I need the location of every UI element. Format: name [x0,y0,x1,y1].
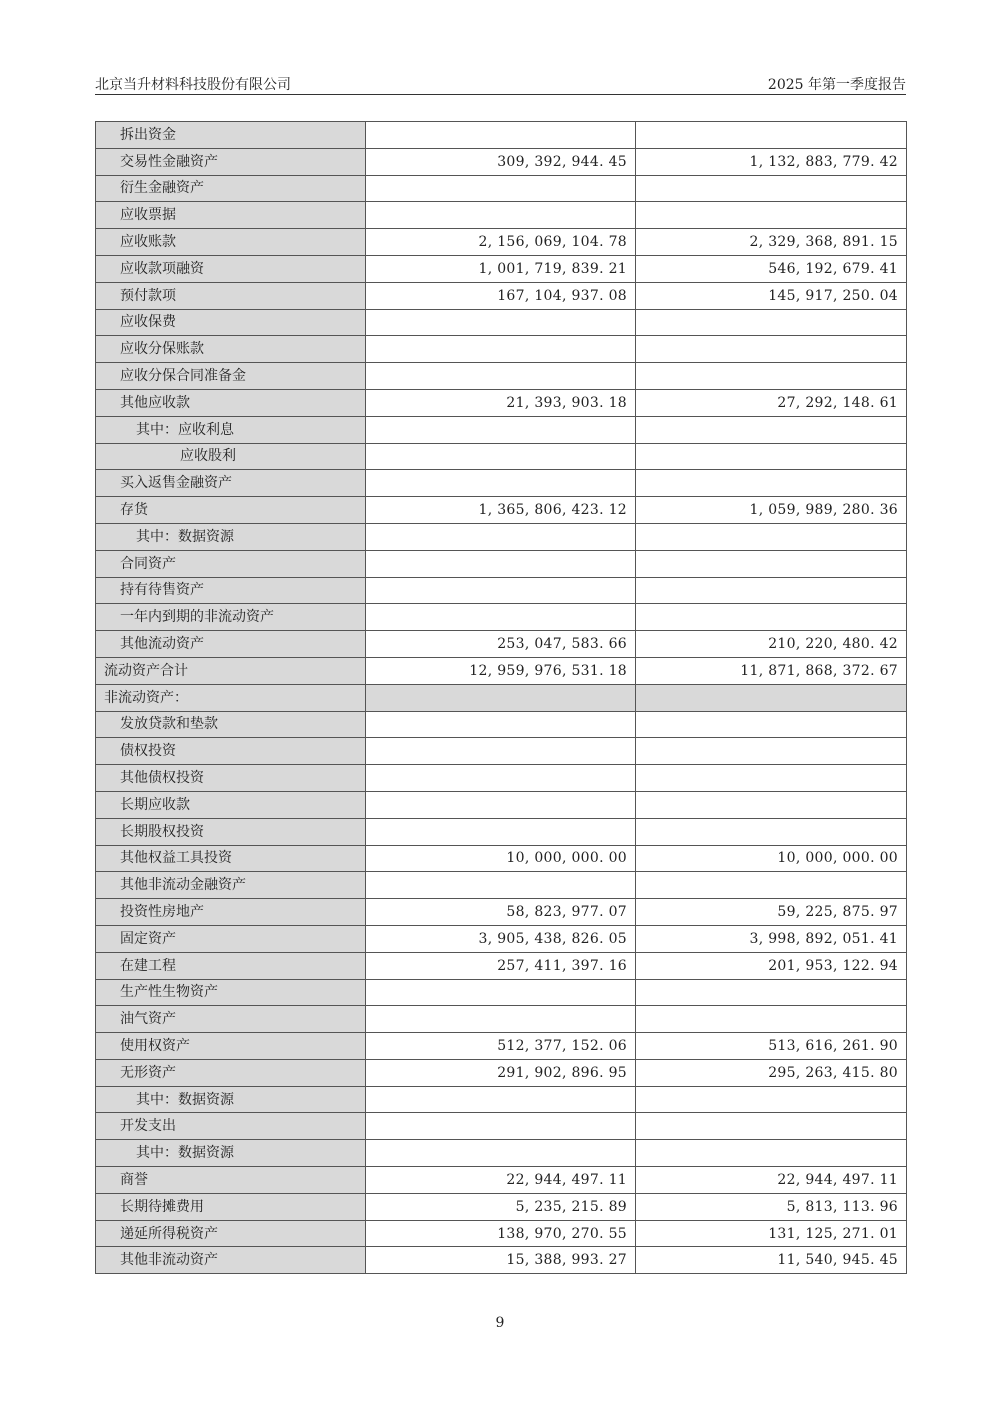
table-row [96,416,907,443]
prior-period-value [636,175,907,202]
row-label: 合同资产 [96,550,366,577]
current-period-value: 3, 905, 438, 826. 05 [366,925,636,952]
row-label: 在建工程 [96,952,366,979]
table-row [96,631,907,658]
prior-period-value: 10, 000, 000. 00 [636,845,907,872]
current-period-value: 512, 377, 152. 06 [366,1033,636,1060]
row-label: 使用权资产 [96,1033,366,1060]
current-period-value [366,175,636,202]
current-period-value [366,363,636,390]
balance-sheet-table [95,121,907,1274]
table-row [96,1086,907,1113]
table-row [96,738,907,765]
prior-period-value [636,470,907,497]
row-label: 买入返售金融资产 [96,470,366,497]
table-row [96,443,907,470]
row-label: 衍生金融资产 [96,175,366,202]
table-row [96,1140,907,1167]
row-label: 其他权益工具投资 [96,845,366,872]
current-period-value [366,122,636,149]
current-period-value [366,202,636,229]
current-period-value: 5, 235, 215. 89 [366,1193,636,1220]
row-label: 预付款项 [96,282,366,309]
current-period-value [366,684,636,711]
row-label: 其中：应收利息 [96,416,366,443]
table-row [96,845,907,872]
prior-period-value [636,363,907,390]
prior-period-value [636,443,907,470]
table-row [96,791,907,818]
current-period-value [366,336,636,363]
current-period-value [366,577,636,604]
prior-period-value [636,122,907,149]
prior-period-value: 210, 220, 480. 42 [636,631,907,658]
row-label: 其中：数据资源 [96,523,366,550]
current-period-value: 167, 104, 937. 08 [366,282,636,309]
current-period-value [366,470,636,497]
prior-period-value: 11, 871, 868, 372. 67 [636,657,907,684]
prior-period-value: 513, 616, 261. 90 [636,1033,907,1060]
prior-period-value: 11, 540, 945. 45 [636,1247,907,1274]
prior-period-value [636,791,907,818]
table-row [96,765,907,792]
table-row [96,550,907,577]
table-row [96,979,907,1006]
current-period-value: 21, 393, 903. 18 [366,389,636,416]
row-label: 长期应收款 [96,791,366,818]
prior-period-value [636,550,907,577]
row-label: 应收票据 [96,202,366,229]
prior-period-value [636,1006,907,1033]
table-row [96,1059,907,1086]
prior-period-value [636,523,907,550]
row-label: 其他流动资产 [96,631,366,658]
row-label: 油气资产 [96,1006,366,1033]
table-row [96,684,907,711]
current-period-value [366,443,636,470]
current-period-value [366,550,636,577]
current-period-value [366,523,636,550]
current-period-value: 291, 902, 896. 95 [366,1059,636,1086]
current-period-value [366,979,636,1006]
current-period-value: 1, 001, 719, 839. 21 [366,255,636,282]
table-row [96,1006,907,1033]
row-label: 长期股权投资 [96,818,366,845]
prior-period-value: 131, 125, 271. 01 [636,1220,907,1247]
row-label: 应收分保合同准备金 [96,363,366,390]
row-label: 固定资产 [96,925,366,952]
table-row [96,818,907,845]
current-period-value [366,1113,636,1140]
current-period-value: 2, 156, 069, 104. 78 [366,229,636,256]
row-label: 其中：数据资源 [96,1086,366,1113]
row-label: 其他非流动金融资产 [96,872,366,899]
table-row [96,470,907,497]
current-period-value: 257, 411, 397. 16 [366,952,636,979]
prior-period-value [636,684,907,711]
row-label: 拆出资金 [96,122,366,149]
prior-period-value [636,711,907,738]
table-row [96,1113,907,1140]
row-label: 应收股利 [96,443,366,470]
row-label: 生产性生物资产 [96,979,366,1006]
prior-period-value: 546, 192, 679. 41 [636,255,907,282]
prior-period-value: 22, 944, 497. 11 [636,1167,907,1194]
current-period-value [366,416,636,443]
prior-period-value: 2, 329, 368, 891. 15 [636,229,907,256]
table-row [96,1033,907,1060]
row-label: 商誉 [96,1167,366,1194]
table-row [96,282,907,309]
current-period-value: 22, 944, 497. 11 [366,1167,636,1194]
prior-period-value [636,1086,907,1113]
prior-period-value [636,872,907,899]
prior-period-value [636,1140,907,1167]
prior-period-value: 201, 953, 122. 94 [636,952,907,979]
row-label: 交易性金融资产 [96,148,366,175]
prior-period-value: 3, 998, 892, 051. 41 [636,925,907,952]
table-row [96,657,907,684]
current-period-value [366,791,636,818]
current-period-value [366,309,636,336]
balance-sheet-body [96,122,907,1274]
table-row [96,229,907,256]
table-row [96,389,907,416]
table-row [96,577,907,604]
prior-period-value: 59, 225, 875. 97 [636,899,907,926]
table-row [96,122,907,149]
current-period-value: 15, 388, 993. 27 [366,1247,636,1274]
table-row [96,1220,907,1247]
current-period-value: 253, 047, 583. 66 [366,631,636,658]
page-header [95,74,906,95]
current-period-value [366,765,636,792]
table-row [96,202,907,229]
current-period-value [366,738,636,765]
row-label: 其他应收款 [96,389,366,416]
row-label: 其他债权投资 [96,765,366,792]
current-period-value: 58, 823, 977. 07 [366,899,636,926]
table-row [96,255,907,282]
row-label: 债权投资 [96,738,366,765]
row-label: 无形资产 [96,1059,366,1086]
current-period-value: 12, 959, 976, 531. 18 [366,657,636,684]
prior-period-value [636,765,907,792]
row-label: 应收分保账款 [96,336,366,363]
prior-period-value: 5, 813, 113. 96 [636,1193,907,1220]
prior-period-value: 27, 292, 148. 61 [636,389,907,416]
current-period-value [366,1006,636,1033]
row-label: 开发支出 [96,1113,366,1140]
row-label: 应收保费 [96,309,366,336]
company-name: 北京当升材料科技股份有限公司 [95,77,291,93]
current-period-value: 1, 365, 806, 423. 12 [366,497,636,524]
table-row [96,309,907,336]
row-label: 应收款项融资 [96,255,366,282]
prior-period-value: 145, 917, 250. 04 [636,282,907,309]
row-label: 发放贷款和垫款 [96,711,366,738]
row-label: 递延所得税资产 [96,1220,366,1247]
table-row [96,899,907,926]
current-period-value [366,1086,636,1113]
row-label: 非流动资产： [96,684,366,711]
row-label: 流动资产合计 [96,657,366,684]
prior-period-value [636,604,907,631]
prior-period-value [636,738,907,765]
prior-period-value: 1, 059, 989, 280. 36 [636,497,907,524]
row-label: 一年内到期的非流动资产 [96,604,366,631]
prior-period-value [636,818,907,845]
current-period-value: 10, 000, 000. 00 [366,845,636,872]
table-row [96,925,907,952]
current-period-value: 138, 970, 270. 55 [366,1220,636,1247]
row-label: 其他非流动资产 [96,1247,366,1274]
current-period-value: 309, 392, 944. 45 [366,148,636,175]
prior-period-value [636,309,907,336]
table-row [96,497,907,524]
table-row [96,952,907,979]
report-title: 2025 年第一季度报告 [767,77,906,93]
table-row [96,604,907,631]
row-label: 其中：数据资源 [96,1140,366,1167]
page-number: 9 [495,1315,505,1331]
current-period-value [366,711,636,738]
row-label: 投资性房地产 [96,899,366,926]
prior-period-value [636,979,907,1006]
current-period-value [366,818,636,845]
prior-period-value: 295, 263, 415. 80 [636,1059,907,1086]
prior-period-value: 1, 132, 883, 779. 42 [636,148,907,175]
prior-period-value [636,1113,907,1140]
table-row [96,175,907,202]
current-period-value [366,872,636,899]
table-row [96,363,907,390]
current-period-value [366,604,636,631]
prior-period-value [636,416,907,443]
current-period-value [366,1140,636,1167]
row-label: 持有待售资产 [96,577,366,604]
table-row [96,148,907,175]
table-row [96,336,907,363]
row-label: 应收账款 [96,229,366,256]
table-row [96,872,907,899]
table-row [96,1193,907,1220]
table-row [96,711,907,738]
table-row [96,523,907,550]
prior-period-value [636,336,907,363]
prior-period-value [636,577,907,604]
table-row [96,1167,907,1194]
table-row [96,1247,907,1274]
row-label: 长期待摊费用 [96,1193,366,1220]
row-label: 存货 [96,497,366,524]
prior-period-value [636,202,907,229]
